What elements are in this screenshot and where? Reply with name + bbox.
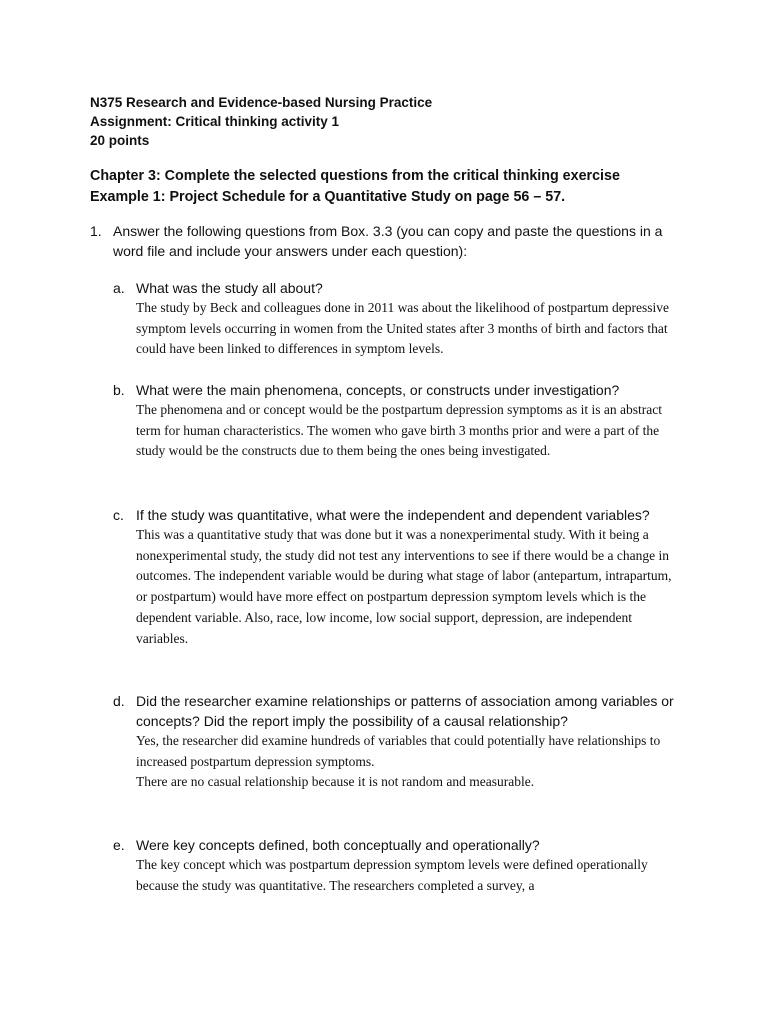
item-question: What were the main phenomena, concepts, or constructs under investigation? bbox=[136, 382, 620, 398]
assignment-title: Assignment: Critical thinking activity 1 bbox=[90, 114, 340, 129]
points-label: 20 points bbox=[90, 133, 150, 148]
item-question: Were key concepts defined, both conceptually and operationally? bbox=[136, 837, 540, 853]
item-letter: e. bbox=[113, 837, 125, 853]
item-question: What was the study all about? bbox=[136, 280, 323, 296]
answer-paragraph: Yes, the researcher did examine hundreds of variables that could potentially have relationships to increased postpartum depression symptoms. bbox=[136, 733, 661, 769]
item-letter: b. bbox=[113, 382, 125, 398]
item-answer bbox=[136, 400, 678, 462]
course-title: N375 Research and Evidence-based Nursing Practice bbox=[90, 95, 433, 110]
answer-paragraph: The study by Beck and colleagues done in 2011 was about the likelihood of postpartum depressive symptom levels occurring in women from the United states after 3 months of birth and factors that could have been linked to differences in symptom levels. bbox=[136, 300, 670, 357]
answer-paragraph: The phenomena and or concept would be the postpartum depression symptoms as it is an abstract term for human characteristics. The women who gave birth 3 months prior and were a part of the study would be the constructs due to them being the ones being investigated. bbox=[136, 402, 662, 459]
list-item-a bbox=[113, 278, 678, 360]
question-1-number: 1. bbox=[90, 223, 102, 239]
item-answer bbox=[136, 855, 678, 896]
question-1 bbox=[90, 221, 690, 261]
item-letter: d. bbox=[113, 693, 125, 709]
answer-paragraph: This was a quantitative study that was done but it was a nonexperimental study. With it being a nonexperimental study, the study did not test any interventions to see if there would be a change in outcomes. The independent variable would be during what stage of labor (antepartum, intrapartum, or postpartum) would have more effect on postpartum depression symptom levels which is the dependent variable. Also, race, low income, low social support, depression, are independent variables. bbox=[136, 527, 672, 646]
item-answer bbox=[136, 525, 678, 649]
question-1-text: Answer the following questions from Box. 3.3 (you can copy and paste the questions in a word file and include your answers under each question): bbox=[113, 223, 663, 259]
item-question: Did the researcher examine relationships or patterns of association among variables or concepts? Did the report imply the possibility of a causal relationship? bbox=[136, 693, 674, 729]
chapter-heading: Chapter 3: Complete the selected questions from the critical thinking exercise bbox=[90, 168, 620, 184]
item-letter: a. bbox=[113, 280, 125, 296]
item-question: If the study was quantitative, what were the independent and dependent variables? bbox=[136, 507, 650, 523]
list-item-e bbox=[113, 835, 678, 896]
answer-paragraph: The key concept which was postpartum depression symptom levels were defined operationally because the study was quantitative. The researchers completed a survey, a bbox=[136, 857, 648, 893]
list-item-c bbox=[113, 505, 678, 649]
item-letter: c. bbox=[113, 507, 124, 523]
item-answer bbox=[136, 298, 678, 360]
item-answer bbox=[136, 731, 678, 793]
list-item-b bbox=[113, 380, 678, 462]
answer-paragraph: There are no casual relationship because it is not random and measurable. bbox=[136, 774, 535, 790]
list-item-d bbox=[113, 691, 678, 793]
example-heading: Example 1: Project Schedule for a Quantitative Study on page 56 – 57. bbox=[90, 189, 566, 205]
